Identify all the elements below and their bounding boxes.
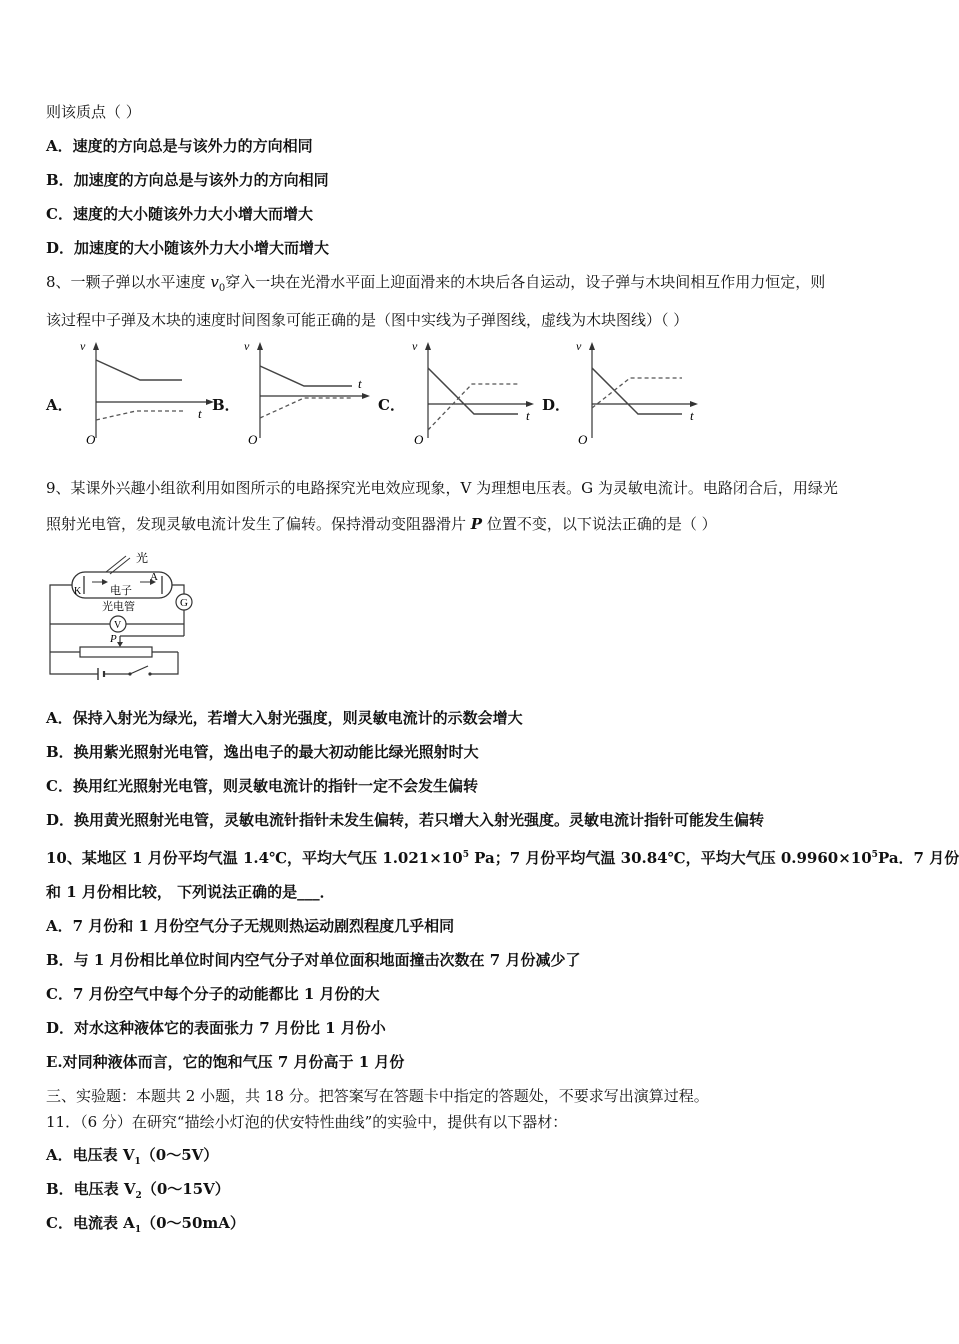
q11-option-c bbox=[46, 1213, 245, 1240]
v-axis-arrow bbox=[589, 342, 595, 350]
q8-graph-options bbox=[46, 338, 906, 450]
q9-option-d: D．换用黄光照射光电管，灵敏电流针指针未发生偏转，若只增大入射光强度。灵敏电流计指针可能发生偏转 bbox=[46, 811, 765, 829]
q9-circuit-diagram bbox=[44, 548, 194, 684]
q11-option-a-part1: A．电压表 V bbox=[46, 1146, 135, 1164]
q11-option-b-part2: （0～15V） bbox=[141, 1180, 230, 1198]
wire bbox=[150, 652, 178, 674]
q7-option-b: B．加速度的方向总是与该外力的方向相同 bbox=[46, 171, 329, 189]
q7-option-d: D．加速度的大小随该外力大小增大而增大 bbox=[46, 239, 330, 257]
t-label: t bbox=[690, 408, 694, 423]
q8-number: 8、 bbox=[46, 273, 71, 291]
q11-option-a-sub: 1 bbox=[134, 1157, 141, 1167]
q9-option-b: B．换用紫光照射光电管，逸出电子的最大初动能比绿光照射时大 bbox=[46, 743, 479, 761]
v-label: v bbox=[80, 339, 86, 353]
t-label: t bbox=[358, 376, 362, 391]
v-axis-arrow bbox=[425, 342, 431, 350]
q8-label-c: C． bbox=[378, 396, 405, 414]
q8-stem-line2: 该过程中子弹及木块的速度时间图象可能正确的是（图中实线为子弹图线，虚线为木块图线）（ ） bbox=[46, 311, 689, 329]
bullet-line bbox=[592, 368, 682, 414]
electron-arrow-head bbox=[102, 579, 108, 585]
k-label: K bbox=[74, 586, 82, 597]
q8-label-a: A． bbox=[46, 396, 73, 414]
q11-option-c-sub: 1 bbox=[134, 1225, 142, 1235]
t-axis-arrow bbox=[690, 401, 698, 407]
q8-graph-a bbox=[78, 338, 208, 450]
v-label: v bbox=[244, 339, 250, 353]
q8-graph-b bbox=[242, 338, 372, 450]
q11-option-a bbox=[46, 1145, 218, 1172]
q11-option-c-part2: （0～50mA） bbox=[141, 1214, 245, 1232]
q11-option-c-part1: C．电流表 A bbox=[46, 1214, 135, 1232]
block-line bbox=[260, 398, 352, 418]
q8-graph-c bbox=[410, 338, 540, 450]
q10-option-e: E.对同种液体而言，它的饱和气压 7 月份高于 1 月份 bbox=[46, 1053, 405, 1071]
v-label: V bbox=[114, 620, 122, 631]
v-label: v bbox=[576, 339, 582, 353]
v-label: v bbox=[412, 339, 418, 353]
q8-v0-sub: 0 bbox=[218, 283, 226, 294]
q7-stem-end: 则该质点（ ） bbox=[46, 103, 141, 121]
v-axis-arrow bbox=[257, 342, 263, 350]
t-axis-arrow bbox=[362, 393, 370, 399]
v-axis-arrow bbox=[93, 342, 99, 350]
light-label: 光 bbox=[136, 551, 149, 565]
q10-stem-line1 bbox=[46, 845, 959, 868]
q10-stem-part3: Pa．7 月份 bbox=[877, 849, 959, 867]
q10-stem-part1: 10、某地区 1 月份平均气温 1.4℃，平均大气压 1.021×10 bbox=[46, 849, 463, 867]
section3-heading: 三、实验题：本题共 2 小题，共 18 分。把答案写在答题卡中指定的答题处，不要求写出演算过程。 bbox=[46, 1087, 709, 1105]
q11-option-a-part2: （0～5V） bbox=[140, 1146, 219, 1164]
q8-stem-part1: 一颗子弹以水平速度 bbox=[70, 273, 211, 291]
q7-option-a: A．速度的方向总是与该外力的方向相同 bbox=[46, 137, 313, 155]
q9-stem-line2 bbox=[46, 514, 717, 534]
t-label: t bbox=[526, 408, 530, 423]
p-label: P bbox=[110, 633, 117, 645]
rheostat bbox=[80, 647, 152, 657]
q8-graph-d bbox=[574, 338, 704, 450]
q10-exp2: 5 bbox=[871, 850, 878, 860]
bullet-line bbox=[260, 366, 352, 386]
q10-stem-line2: 和 1 月份相比较， 下列说法正确的是___． bbox=[46, 883, 335, 901]
switch bbox=[130, 666, 148, 674]
q9-p-symbol: P bbox=[470, 515, 483, 533]
slider-arrow bbox=[117, 642, 123, 647]
t-label: t bbox=[198, 406, 202, 421]
bullet-line bbox=[428, 368, 518, 414]
g-label: G bbox=[180, 597, 188, 609]
origin-label: O bbox=[248, 432, 258, 447]
electron-label: 电子 bbox=[110, 585, 132, 597]
q8-label-d: D． bbox=[542, 396, 571, 414]
block-line bbox=[428, 384, 518, 430]
q8-stem-line1 bbox=[46, 272, 825, 299]
q11-stem: 11．（6 分）在研究“描绘小灯泡的伏安特性曲线”的实验中，提供有以下器材： bbox=[46, 1113, 568, 1131]
q10-exp1: 5 bbox=[462, 850, 469, 860]
q9-option-a: A．保持入射光为绿光，若增大入射光强度，则灵敏电流计的示数会增大 bbox=[46, 709, 523, 727]
block-line bbox=[96, 411, 186, 420]
q10-option-c: C．7 月份空气中每个分子的动能都比 1 月份的大 bbox=[46, 985, 380, 1003]
origin-label: O bbox=[86, 432, 96, 447]
switch-pivot bbox=[128, 672, 131, 675]
switch-contact bbox=[148, 672, 151, 675]
origin-label: O bbox=[414, 432, 424, 447]
q10-stem-part2: Pa；7 月份平均气温 30.84℃，平均大气压 0.9960×10 bbox=[468, 849, 872, 867]
wire bbox=[172, 585, 184, 594]
a-label: A bbox=[150, 571, 158, 583]
q8-label-b: B． bbox=[212, 396, 240, 414]
q7-option-c: C．速度的大小随该外力大小增大而增大 bbox=[46, 205, 313, 223]
q10-option-b: B．与 1 月份相比单位时间内空气分子对单位面积地面撞击次数在 7 月份减少了 bbox=[46, 951, 581, 969]
q9-stem-line1: 9、某课外兴趣小组欲利用如图所示的电路探究光电效应现象，V 为理想电压表。G 为灵敏电流计。电路闭合后，用绿光 bbox=[46, 479, 838, 497]
q11-option-b-sub: 2 bbox=[135, 1191, 142, 1201]
q9-stem-part2: 位置不变，以下说法正确的是（ ） bbox=[482, 515, 717, 533]
q9-stem-part1: 照射光电管，发现灵敏电流计发生了偏转。保持滑动变阻器滑片 bbox=[46, 515, 471, 533]
q11-option-b bbox=[46, 1179, 230, 1206]
q10-option-d: D．对水这种液体它的表面张力 7 月份比 1 月份小 bbox=[46, 1019, 386, 1037]
q10-option-a: A．7 月份和 1 月份空气分子无规则热运动剧烈程度几乎相同 bbox=[46, 917, 455, 935]
tube-label: 光电管 bbox=[102, 601, 135, 613]
q11-option-b-part1: B．电压表 V bbox=[46, 1180, 136, 1198]
origin-label: O bbox=[578, 432, 588, 447]
t-axis-arrow bbox=[526, 401, 534, 407]
q8-v0: v bbox=[210, 273, 219, 291]
bullet-line bbox=[96, 360, 182, 380]
q8-stem-part2: 穿入一块在光滑水平面上迎面滑来的木块后各自运动，设子弹与木块间相互作用力恒定，则 bbox=[225, 273, 826, 291]
q9-option-c: C．换用红光照射光电管，则灵敏电流计的指针一定不会发生偏转 bbox=[46, 777, 478, 795]
